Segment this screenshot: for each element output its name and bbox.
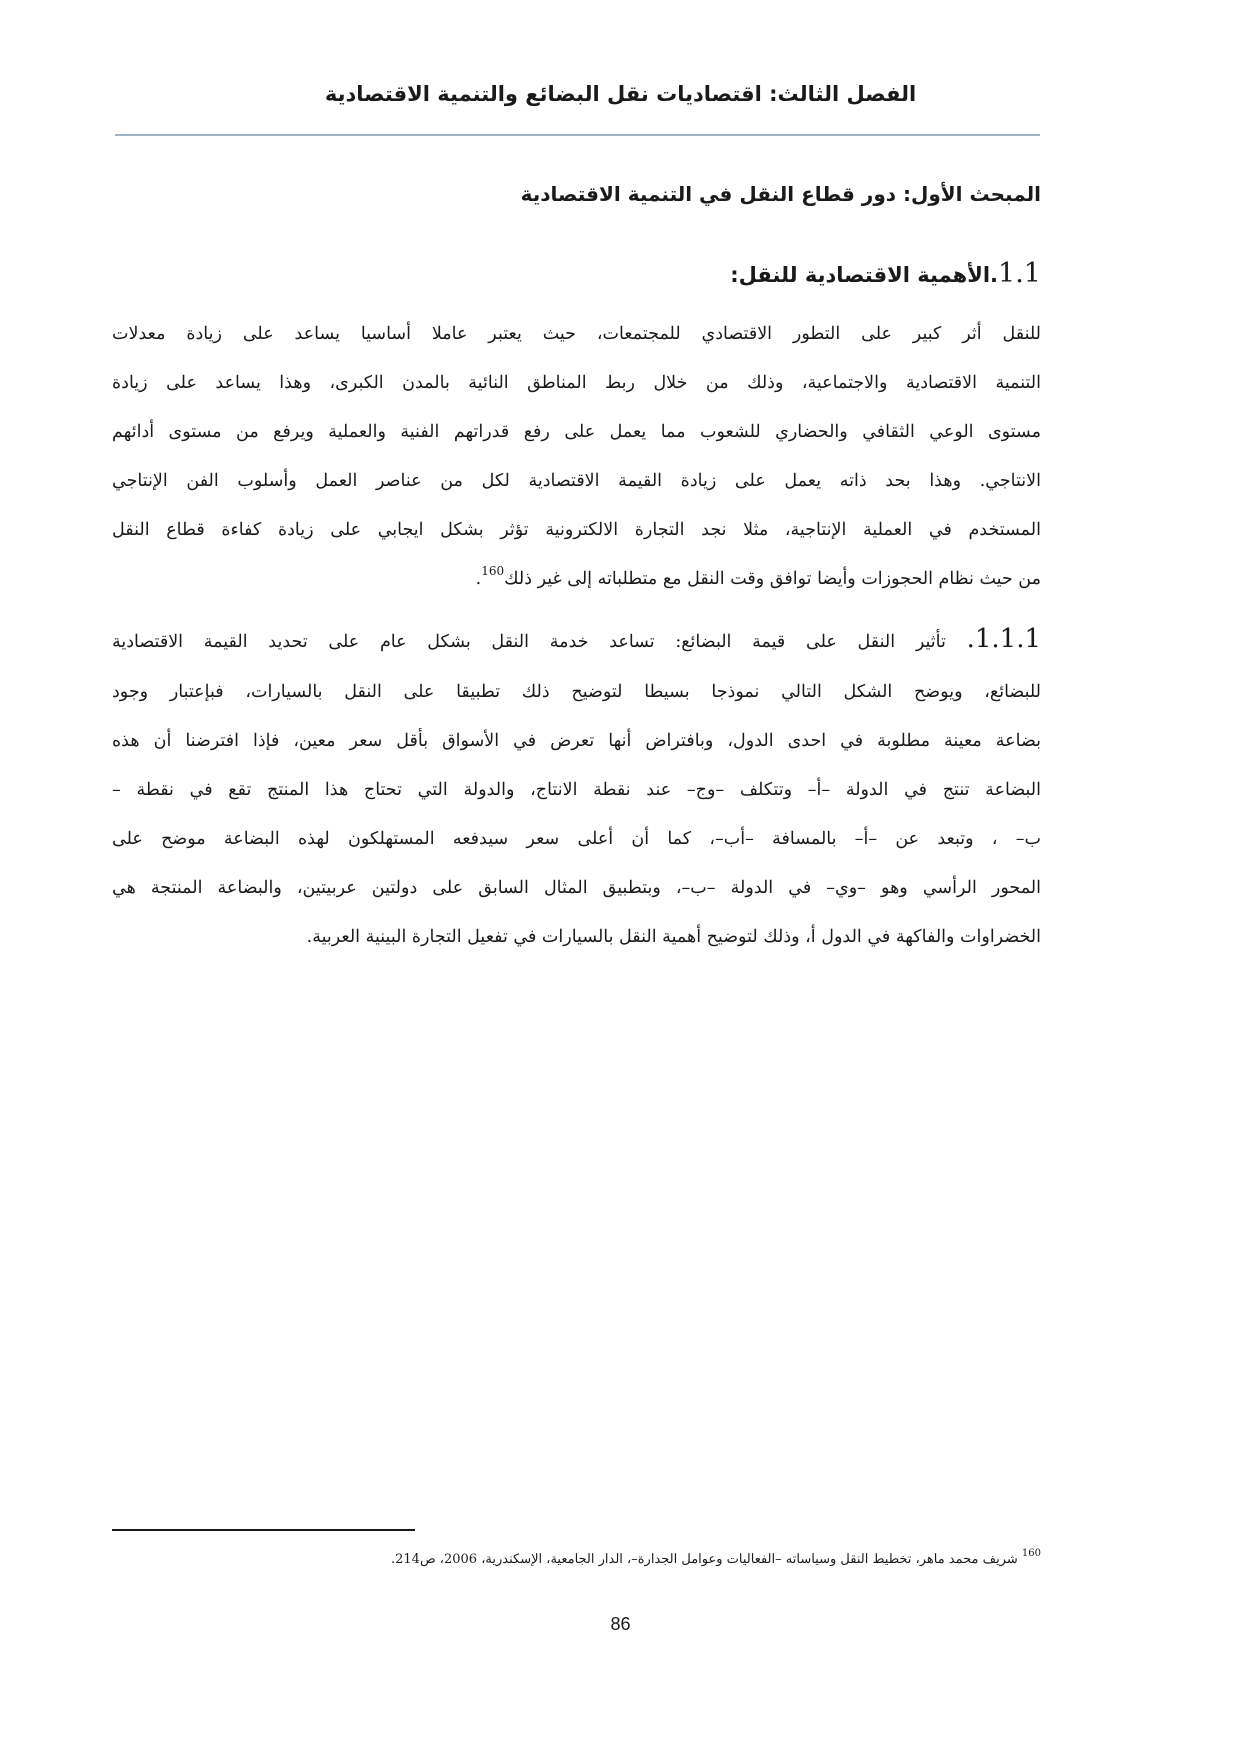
footnote-reference[interactable]: 160 [481,564,505,578]
paragraph-number: 1.1.1. [966,624,1041,654]
footnote-text: شريف محمد ماهر، تخطيط النقل وسياساته –الفعاليات وعوامل الجدارة–، الدار الجامعية، الإسكندرية، 2006، ص214. [390,1552,1018,1567]
numbered-paragraph-line [112,624,1041,654]
paragraph-line: المحور الرأسي وهو –وي– في الدولة –ب–، وبتطبيق المثال السابق على دولتين عربيتين، والبضاعة المنتجة هي [112,878,1041,898]
footnote-number: 160 [1021,1548,1041,1559]
paragraph-line: ب– ، وتبعد عن –أ– بالمسافة –أب–، كما أن أعلى سعر سيدفعه المستهلكون لهذه البضاعة موضح على [112,829,1041,849]
subsection-title: .الأهمية الاقتصادية للنقل: [730,263,999,287]
running-header: الفصل الثالث: اقتصاديات نقل البضائع والتنمية الاقتصادية [324,82,917,106]
paragraph-text: تأثير النقل على قيمة البضائع: تساعد خدمة النقل بشكل عام على تحديد القيمة الاقتصادية [112,632,946,652]
paragraph-line: للبضائع، ويوضح الشكل التالي نموذجا بسيطا لتوضيح ذلك تطبيقا على النقل بالسيارات، فبإعتبار وجود [112,682,1041,702]
paragraph-line: البضاعة تنتج في الدولة –أ– وتتكلف –وج– عند نقطة الانتاج، والدولة التي تحتاج هذا المنتج تقع في نقطة – [112,780,1041,800]
paragraph-line: المستخدم في العملية الإنتاجية، مثلا نجد التجارة الالكترونية تؤثر بشكل ايجابي على زيادة كفاءة قطاع النقل [112,520,1041,540]
section-title: المبحث الأول: دور قطاع النقل في التنمية الاقتصادية [520,182,1041,206]
subsection-heading [730,258,1041,289]
paragraph-line: التنمية الاقتصادية والاجتماعية، وذلك من خلال ربط المناطق النائية بالمدن الكبرى، وهذا يساعد على زيادة [112,373,1041,393]
paragraph-line [475,564,1041,589]
paragraph-text: من حيث نظام الحجوزات وأيضا توافق وقت النقل مع متطلباته إلى غير ذلك [504,569,1041,589]
paragraph-line: للنقل أثر كبير على التطور الاقتصادي للمجتمعات، حيث يعتبر عاملا أساسيا يساعد على زيادة معدلات [112,324,1041,344]
paragraph-line: الانتاجي. وهذا بحد ذاته يعمل على زيادة القيمة الاقتصادية لكل من عناصر العمل وأسلوب الفن الإنتاجي [112,471,1041,491]
subsection-number: 1.1 [998,258,1041,289]
paragraph-text: . [475,569,482,589]
paragraph-line: بضاعة معينة مطلوبة في احدى الدول، وبافتراض أنها تعرض في الأسواق بأقل سعر معين، فإذا افترضنا أن هذه [112,731,1041,751]
header-divider [115,134,1040,136]
footnote [390,1548,1041,1567]
page-number: 86 [610,1614,631,1634]
paragraph-line: الخضراوات والفاكهة في الدول أ، وذلك لتوضيح أهمية النقل بالسيارات في تفعيل التجارة البينية العربية. [306,927,1041,947]
paragraph-line: مستوى الوعي الثقافي والحضاري للشعوب مما يعمل على رفع قدراتهم الفنية والعملية ويرفع من مستوى أدائهم [112,422,1041,442]
footnote-divider [112,1529,415,1531]
